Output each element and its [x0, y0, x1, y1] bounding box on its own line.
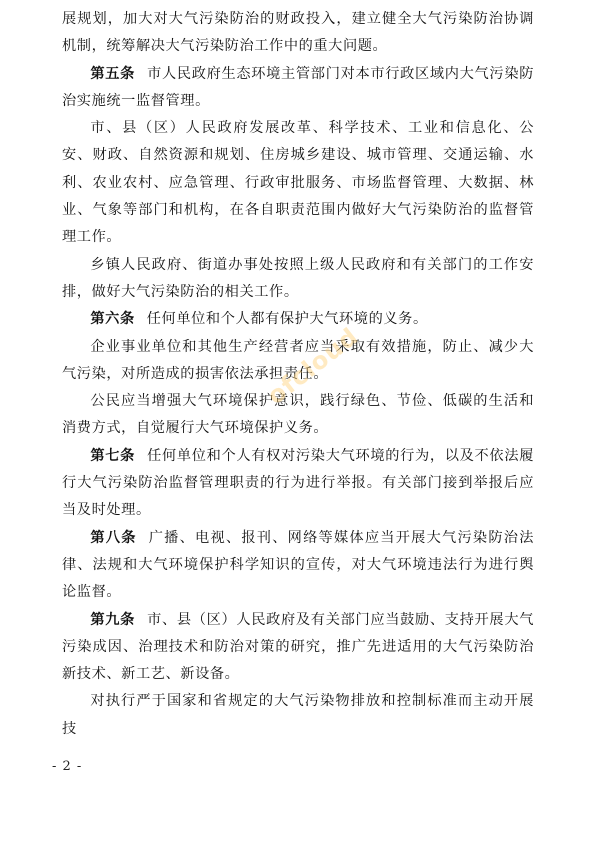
paragraph-text: 任何单位和个人有权对污染大气环境的行为，以及不依法履行大气污染防治监督管理职责的行为进行举报。有关部门接到举报后应当及时处理。	[62, 447, 534, 519]
article-paragraph	[62, 607, 534, 689]
article-paragraph	[62, 443, 534, 525]
paragraph-text: 对执行严于国家和省规定的大气污染物排放和控制标准而主动开展技	[62, 693, 534, 737]
paragraph	[62, 6, 534, 61]
paragraph-text: 任何单位和个人都有保护大气环境的义务。	[146, 311, 428, 328]
article-paragraph	[62, 61, 534, 116]
paragraph	[62, 688, 534, 743]
paragraph-text: 广播、电视、报刊、网络等媒体应当开展大气污染防治法律、法规和大气环境保护科学知识的宣传，对大气环境违法行为进行舆论监督。	[62, 529, 534, 601]
paragraph-text: 乡镇人民政府、街道办事处按照上级人民政府和有关部门的工作安排，做好大气污染防治的相关工作。	[62, 256, 534, 300]
paragraph-text: 企业事业单位和其他生产经营者应当采取有效措施，防止、减少大气污染，对所造成的损害依法承担责任。	[62, 338, 534, 382]
article-number: 第六条	[90, 311, 135, 328]
paragraph-text: 展规划，加大对大气污染防治的财政投入，建立健全大气污染防治协调机制，统筹解决大气污染防治工作中的重大问题。	[62, 11, 534, 55]
paragraph-text: 市人民政府生态环境主管部门对本市行政区域内大气污染防治实施统一监督管理。	[62, 65, 534, 109]
article-number: 第七条	[90, 447, 136, 464]
paragraph-text: 市、县（区）人民政府发展改革、科学技术、工业和信息化、公安、财政、自然资源和规划、住房城乡建设、城市管理、交通运输、水利、农业农村、应急管理、行政审批服务、市场监督管理、大数据、林业、气象等部门和机构，在各自职责范围内做好大气污染防治的监督管理工作。	[62, 120, 534, 246]
article-number: 第八条	[90, 529, 137, 546]
paragraph	[62, 252, 534, 307]
page-number: - 2 -	[52, 759, 83, 774]
article-paragraph	[62, 306, 534, 333]
paragraph-text: 公民应当增强大气环境保护意识，践行绿色、节俭、低碳的生活和消费方式，自觉履行大气环境保护义务。	[62, 393, 534, 437]
watermark: ofcloud	[262, 322, 364, 411]
article-paragraph	[62, 525, 534, 607]
paragraph	[62, 388, 534, 443]
article-number: 第九条	[90, 611, 136, 628]
article-number: 第五条	[90, 65, 136, 82]
paragraph-text: 市、县（区）人民政府及有关部门应当鼓励、支持开展大气污染成因、治理技术和防治对策的研究，推广先进适用的大气污染防治新技术、新工艺、新设备。	[62, 611, 534, 683]
paragraph	[62, 115, 534, 251]
